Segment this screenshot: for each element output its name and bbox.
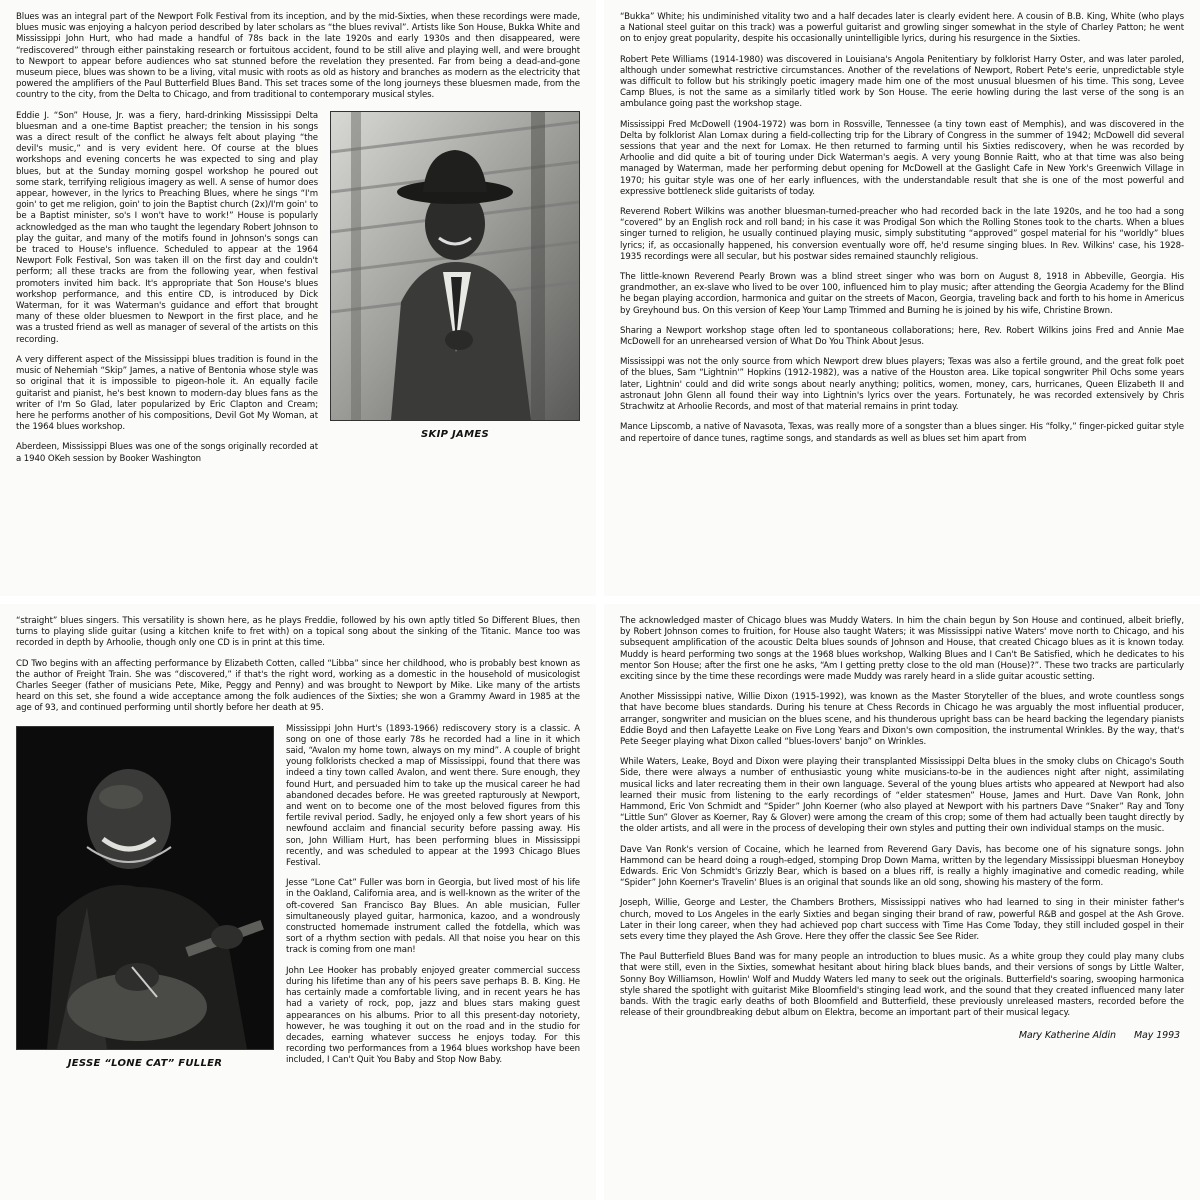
paragraph-butterfield-band: The Paul Butterfield Blues Band was for many people an introduction to blues music. As a white group they could play many clubs that were still, even in the Sixties, somewhat hesitant about hiring black blues bands, and their versions of songs by Little Walter, Sonny Boy Williamson, Howlin' Wolf and Muddy Waters led many to seek out the originals. Butterfield's soaring, swooping harmonica style shared the spotlight with guitarist Mike Bloomfield's stinging lead work, and the sound that they created influenced many later bands. With the tragic early deaths of both Bloomfield and Butterfield, these previously unreleased masters, recorded before the release of their groundbreaking debut album on Elektra, become an important part of their musical legacy.	[620, 952, 1184, 1019]
paragraph-jesse-fuller: Jesse “Lone Cat” Fuller was born in Georgia, but lived most of his life in the Oakland, California area, and is well-known as the writer of the oft-covered San Francisco Bay Blues. An able musician, Fuller simultaneously played guitar, harmonica, kazoo, and a wondrously constructed homemade instrument called the fotdella, which was sort of a rhythm section with pedals. All that noise you hear on this track is coming from one man!	[286, 878, 580, 956]
horizontal-gutter	[0, 596, 1200, 604]
paragraph-john-lee-hooker: John Lee Hooker has probably enjoyed greater commercial success during his lifetime than any of his peers save perhaps B. B. King. He has certainly made a comfortable living, and in recent years he has had a variety of rock, pop, jazz and blues stars making guest appearances on his albums. Prior to all this present-day notoriety, however, he was toughing it out on the road and in the studio for decades, earning whatever success he enjoys today. For this recording two performances from a 1964 blues workshop have been included, I Can't Quit You Baby and Stop Now Baby.	[286, 965, 580, 1066]
paragraph-skip-james: A very different aspect of the Mississippi blues tradition is found in the music of Nehemiah “Skip” James, a native of Bentonia whose style was so original that it is impossible to pigeon-hole it. An equally facile guitarist and pianist, he's best known to modern-day blues fans as the writer of I'm So Glad, later popularized by Eric Clapton and Cream; here he performs another of his compositions, Devil Got My Woman, at the 1964 blues workshop.	[16, 354, 318, 433]
liner-page-bottom-left	[0, 604, 596, 1200]
liner-page-top-right	[604, 0, 1200, 596]
jesse-fuller-caption: JESSE “LONE CAT” FULLER	[67, 1057, 223, 1069]
paragraph-dave-van-ronk: Dave Van Ronk's version of Cocaine, which he learned from Reverend Gary Davis, has become one of his signature songs. John Hammond can be heard doing a rough-edged, stomping Drop Down Mama, written by the legendary Mississippi bluesman Honeyboy Edwards. Eric Von Schmidt's Grizzly Bear, which is based on a blues riff, is really a highly imaginative and comedic reading, while “Spider” John Koerner's Travelin' Blues is an original that sounds like an old song, showing his mastery of the form.	[620, 844, 1184, 889]
paragraph-robert-wilkins: Reverend Robert Wilkins was another bluesman-turned-preacher who had recorded back in the late 1920s, and he too had a song “covered” by an English rock and roll band; in his case it was Prodigal Son which the Rolling Stones took to the charts. When a blues singer turned to religion, he usually continued playing music, simply substituting “approved” gospel material for his “worldly” blues lyrics; if, as occasionally happened, his conversion eventually wore off, he'd resume singing blues. In Rev. Wilkins' case, his 1928-1935 recordings were all secular, but his postwar sides remained staunchly religious.	[620, 207, 1184, 262]
skip-james-caption: SKIP JAMES	[421, 428, 489, 440]
paragraph-elizabeth-cotten: CD Two begins with an affecting performance by Elizabeth Cotten, called “Libba” since her childhood, who is probably best known as the author of Freight Train. She was “discovered,” if that's the right word, working as a domestic in the household of musicologist Charles Seeger (father of musicians Pete, Mike, Peggy and Penny) and was brought to Newport by Mike. Like many of the artists heard on this set, she found a wide acceptance among the folk audiences of the Sixties; she won a Grammy Award in 1985 at the age of 93, and continued performing until shortly before her death at 95.	[16, 658, 580, 714]
signature-date: May 1993	[1133, 1029, 1180, 1041]
paragraph-lightnin-hopkins: Mississippi was not the only source from which Newport drew blues players; Texas was also a fertile ground, and the great folk poet of the blues, Sam “Lightnin'” Hopkins (1912-1982), was a native of the Houston area. Like topical songwriter Phil Ochs some years later, Lightnin' could and did write songs about nearly anything; politics, women, money, cars, hurricanes, Queen Elizabeth II and astronaut John Glenn all found their way into Lightnin's lyrics over the years. Fortunately, he was recorded extensively by Chris Strachwitz at Arhoolie Records, and most of that material remains in print today.	[620, 357, 1184, 413]
paragraph-aberdeen: Aberdeen, Mississippi Blues was one of the songs originally recorded at a 1940 OKeh session by Booker Washington	[16, 442, 318, 464]
paragraph-muddy-waters: The acknowledged master of Chicago blues was Muddy Waters. In him the chain begun by Son House and continued, albeit briefly, by Robert Johnson comes to fruition, for House also taught Waters; it was Mississippi native Waters' move north to Chicago, and his subsequent amplification of the acoustic Delta blues sounds of Johnson and House, that created Chicago blues as it is known today. Muddy is heard performing two songs at the 1968 blues workshop, Walking Blues and I Can't Be Satisfied, which he dedicates to his mentor Son House; after the first one he asks, “Am I getting pretty close to the old man (House)?”. These two tracks are particularly exciting since by the time these recordings were made Muddy was rarely heard in a slide guitar acoustic setting.	[620, 616, 1184, 683]
skip-james-photo	[330, 111, 580, 421]
paragraph-robert-pete-williams: Robert Pete Williams (1914-1980) was discovered in Louisiana's Angola Penitentiary by folklorist Harry Oster, and was later paroled, although under somewhat restrictive circumstances. Another of the revelations of Newport, Robert Pete's eerie, unpredictable style was difficult to follow but his strikingly poetic imagery made him one of the most unusual bluesmen of his time. This song, Levee Camp Blues, is not the same as a similarly titled work by Son House. The eerie howling during the last verse of the song is an ambulance going past the workshop stage.	[620, 54, 1184, 110]
photo-skip-james-figure	[330, 111, 580, 440]
paragraph-pearly-brown: The little-known Reverend Pearly Brown was a blind street singer who was born on August 8, 1918 in Abbeville, Georgia. His grandmother, an ex-slave who lived to be over 100, influenced him to play music; after attending the Georgia Academy for the Blind he began playing accordion, harmonica and guitar on the streets of Macon, Georgia, traveling back and forth to his home in Americus by Greyhound bus. On this version of Keep Your Lamp Trimmed and Burning he is joined by his wife, Christine Brown.	[620, 272, 1184, 316]
paragraph-john-hurt: Mississippi John Hurt's (1893-1966) rediscovery story is a classic. A song on one of those early 78s he recorded had a line in it which said, “Avalon my home town, always on my mind”. A couple of bright young folklorists checked a map of Mississippi, found that there was indeed a tiny town called Avalon, and went there. Sure enough, they found Hurt, and persuaded him to take up the musical career he had abandoned decades before. He was greeted rapturously at Newport, and went on to become one of the most beloved figures from this fertile revival period. Sadly, he enjoyed only a few short years of his newfound acclaim and financial security before passing away. His son, John William Hurt, has been performing blues in Mississippi recently, and was scheduled to appear at the 1993 Chicago Blues Festival.	[286, 723, 580, 869]
paragraph-blues-revival: Blues was an integral part of the Newport Folk Festival from its inception, and by the mid-Sixties, when these recordings were made, blues music was enjoying a halcyon period described by later scholars as “the blues revival”. Artists like Son House, Bukka White and Mississippi John Hurt, who had made a handful of 78s back in the late 1920s and early 1930s and then disappeared, were “rediscovered” through either painstaking research or fortuitous accident, found to be still alive and playing well, and were brought to Newport to appear before audiences who sat stunned before the revelation they presented. Far from being a dead-and-gone museum piece, blues was shown to be a living, vital music with roots as old as history and branches as modern as the electricity that powered the amplifiers of the Paul Butterfield Blues Band. This set traces some of the long journeys these bluesmen made, from the country to the city, from the Delta to Chicago, and from traditional to contemporary musical styles.	[16, 12, 580, 101]
paragraph-chambers-brothers: Joseph, Willie, George and Lester, the Chambers Brothers, Mississippi natives who had learned to sing in their minister father's church, moved to Los Angeles in the early Sixties and began singing their brand of raw, powerful R&B and gospel at the Ash Grove. Later in their long career, when they had achieved pop chart success with Time Has Come Today, they still included gospel in their sets every time they played the Ash Grove. Here they offer the classic See See Rider.	[620, 898, 1184, 943]
liner-page-bottom-right	[604, 604, 1200, 1200]
paragraph-fred-mcdowell: Mississippi Fred McDowell (1904-1972) was born in Rossville, Tennessee (a tiny town east of Memphis), and was discovered in the Delta by folklorist Alan Lomax during a field-collecting trip for the Library of Congress in the summer of 1942; McDowell did several sessions that year and the next for Lomax. He then returned to farming until his Sixties rediscovery, when he was recorded by Arhoolie and did quite a bit of touring under Dick Waterman's aegis. A very young Bonnie Raitt, who at that time was also being managed by Waterman, made her performing debut opening for McDowell at the Gaslight Cafe in New York's Greenwich Village in 1970; his guitar style was one of her early influences, with the understandable result that she is one of the most powerful and expressive bottleneck slide guitarists of today.	[620, 119, 1184, 197]
paragraph-workshop-collaboration: Sharing a Newport workshop stage often led to spontaneous collaborations; here, Rev. Robert Wilkins joins Fred and Annie Mae McDowell for an unrehearsed version of What Do You Think About Jesus.	[620, 325, 1184, 348]
paragraph-bukka-white: “Bukka” White; his undiminished vitality two and a half decades later is clearly evident here. A cousin of B.B. King, White (who plays a National steel guitar on this track) was a powerful guitarist and growling singer somewhat in the style of Charley Patton; he went on to enjoy great popularity, despite his occasionally unintelligible lyrics, during his resurgence in the Sixties.	[620, 12, 1184, 45]
signature-name: Mary Katherine Aldin	[1018, 1029, 1116, 1041]
paragraph-young-white-musicians: While Waters, Leake, Boyd and Dixon were playing their transplanted Mississippi Delta blues in the smoky clubs on Chicago's South Side, there were always a number of enthusiastic young white musicians-to-be in the audiences night after night, assimilating musical licks and later recreating them in their own language. Several of the young blues artists who appeared at Newport had also learned their music from listening to the early recordings of “elder statesmen” House, James and Hurt. Dave Van Ronk, John Hammond, Eric Von Schmidt and “Spider” John Koerner (who also played at Newport with his partners Dave “Snaker” Ray and Tony “Little Sun” Glover as Koerner, Ray & Glover) were among the cream of this crop; some of them had actually been taught directly by the older artists, and all were in the process of developing their own styles and putting their own individual stamps on the music.	[620, 757, 1184, 835]
liner-page-top-left	[0, 0, 596, 596]
paragraph-willie-dixon: Another Mississippi native, Willie Dixon (1915-1992), was known as the Master Storyteller of the blues, and wrote countless songs that have become blues standards. During his tenure at Chess Records in Chicago he was arguably the most influential producer, arranger, songwriter and musician on the blues scene, and his thunderous upright bass can be heard backing the legendary pianists Eddie Boyd and then Lafayette Leake on Five Long Years and Dixon's own composition, the instrumental Wrinkles. By the way, that's Pete Seeger playing what Dixon called “blues-lovers' banjo” on Wrinkles.	[620, 692, 1184, 748]
photo-jesse-fuller-figure	[16, 726, 274, 1069]
paragraph-son-house: Eddie J. “Son” House, Jr. was a fiery, hard-drinking Mississippi Delta bluesman and a one-time Baptist preacher; the tension in his songs was a direct result of the conflict he always felt about playing “the devil's music,” and is very evident here. Of course at the blues workshops and evening concerts he was expected to sing and play blues, but at the Sunday morning gospel workshop he poured out some stark, terrifying religious imagery as well. A sense of humor does appear, however, in the lyrics to Preaching Blues, where he sings “I'm goin' to get me religion, goin' to join the Baptist church (2x)/I'm goin' to be a Baptist minister, so's I won't have to work!” House is popularly acknowledged as the man who taught the legendary Robert Johnson to play the guitar, and many of the motifs found in Johnson's songs can be traced to House's influence. Scheduled to appear at the 1964 Newport Folk Festival, Son was taken ill on the first day and couldn't perform; all these tracks are from the following year, when festival promoters invited him back. It's appropriate that Son House's blues workshop performance, and this entire CD, is introduced by Dick Waterman, for it was Waterman's guidance and effort that brought many of these older bluesmen to Newport in the first place, and he was a trusted friend as well as manager of several of the artists on this recording.	[16, 110, 318, 345]
paragraph-mance-lipscomb: Mance Lipscomb, a native of Navasota, Texas, was really more of a songster than a blues singer. His “folky,” finger-picked guitar style and repertoire of dance tunes, ragtime songs, and standards as well as blues set him apart from	[620, 422, 1184, 444]
jesse-fuller-photo	[16, 726, 274, 1050]
author-signature	[620, 1030, 1184, 1041]
paragraph-straight-blues: “straight” blues singers. This versatility is shown here, as he plays Freddie, followed by his own aptly titled So Different Blues, then turns to playing slide guitar (using a kitchen knife to fret with) on a topical song about the sinking of the Titanic. Mance too was recorded in depth by Arhoolie, though only one CD is in print at this time.	[16, 616, 580, 649]
